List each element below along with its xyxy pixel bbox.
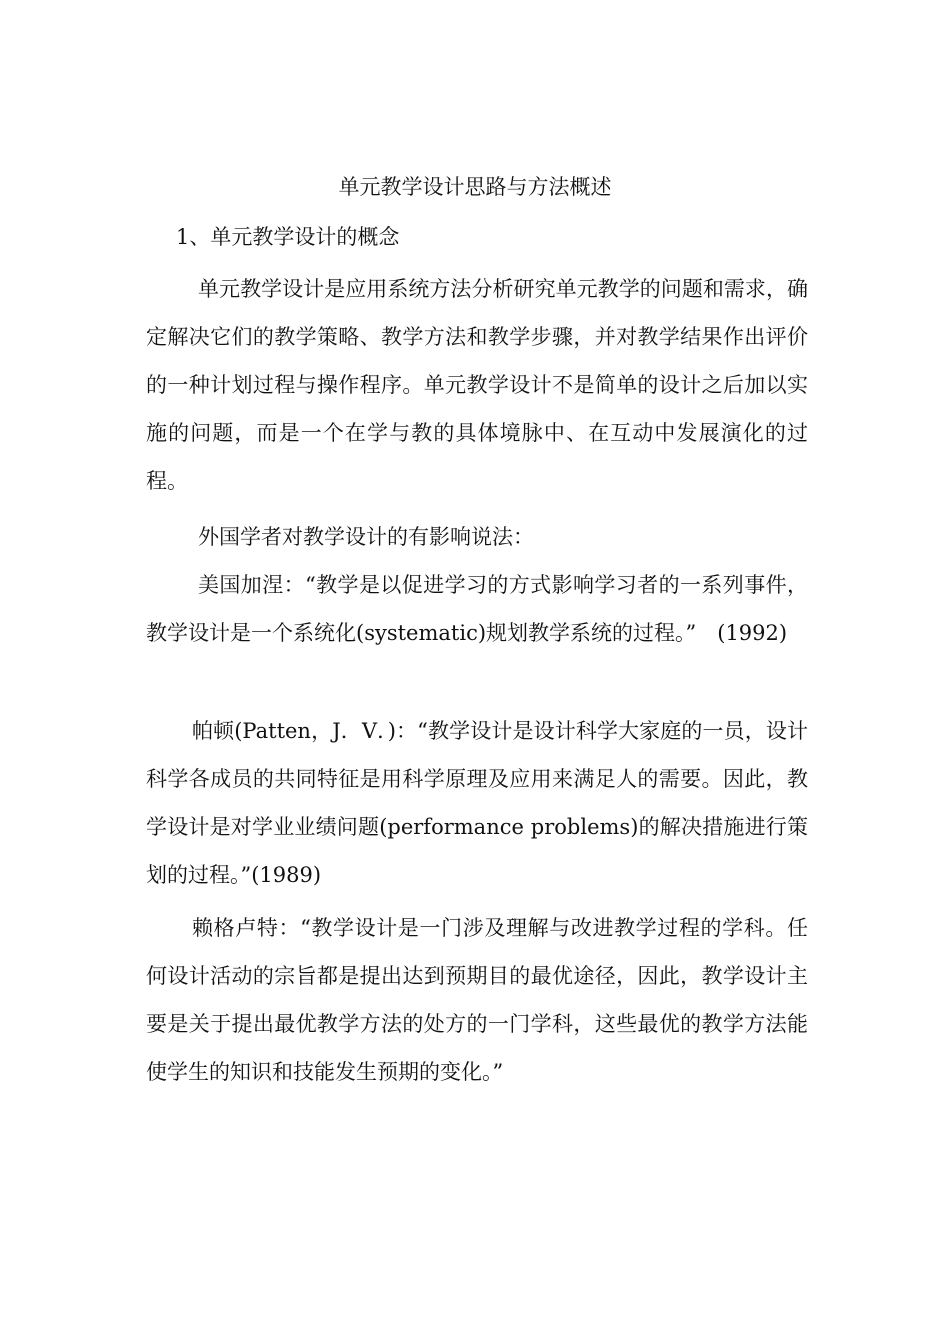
- section-heading: 1、单元教学设计的概念: [176, 225, 400, 249]
- paragraph-gagne-quote: 美国加涅：“教学是以促进学习的方式影响学习者的一系列事件，教学设计是一个系统化(systematic)规划教学系统的过程。” (1992): [146, 573, 808, 645]
- document-title: 单元教学设计思路与方法概述: [338, 175, 612, 199]
- paragraph-patten-quote: 帕顿(Patten，J．V．)：“教学设计是设计科学大家庭的一员，设计科学各成员的共同特征是用科学原理及应用来满足人的需要。因此，教学设计是对学业业绩问题(performance problems)的解决措施进行策划的过程。”(1989): [146, 719, 808, 887]
- paragraph-definition: 单元教学设计是应用系统方法分析研究单元教学的问题和需求，确定解决它们的教学策略、教学方法和教学步骤，并对教学结果作出评价的一种计划过程与操作程序。单元教学设计不是简单的设计之后加以实施的问题，而是一个在学与教的具体境脉中、在互动中发展演化的过程。: [146, 277, 808, 493]
- paragraph-reigeluth-quote: 赖格卢特：“教学设计是一门涉及理解与改进教学过程的学科。任何设计活动的宗旨都是提出达到预期目的最优途径，因此，教学设计主要是关于提出最优教学方法的处方的一门学科，这些最优的教学方法能使学生的知识和技能发生预期的变化。”: [146, 916, 808, 1084]
- paragraph-foreign-scholars-intro: 外国学者对教学设计的有影响说法：: [198, 525, 534, 549]
